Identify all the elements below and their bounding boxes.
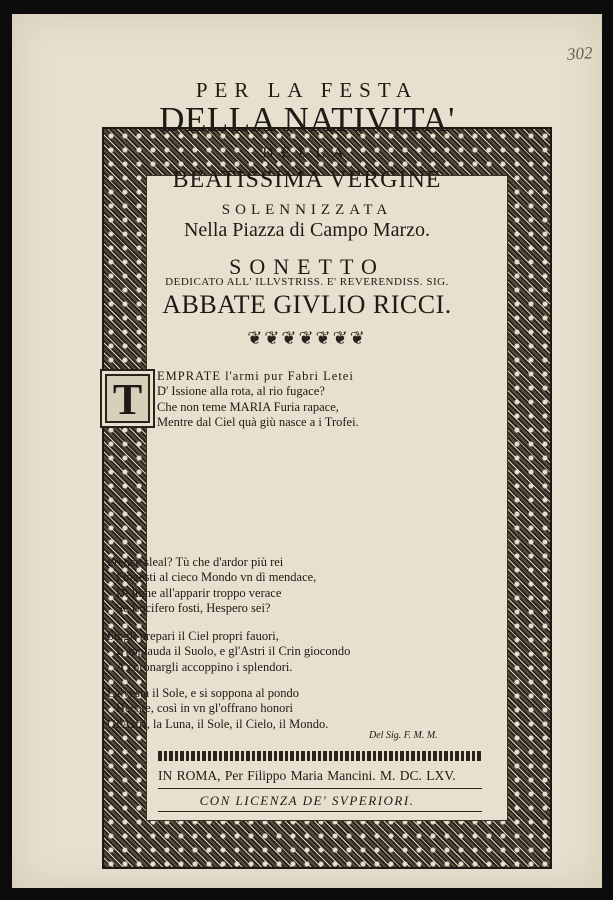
imprint-line: IN ROMA, Per Filippo Maria Mancini. M. DC. LXV. [158,768,456,783]
verse-line: Se Lucifero fosti, Hespero sei? [116,600,271,615]
author-signature: Del Sig. F. M. M. [369,730,438,741]
title-line-1: PER LA FESTA [195,78,419,102]
stanza-2 [107,555,316,616]
verse-line: Prence sleal? Tù che d'ardor più rei [107,555,284,569]
divider-rule [158,811,482,812]
verse-line: Hecate, così in vn gl'offrano honori [116,701,293,716]
sonetto-heading: SONETTO [229,254,385,279]
verse-line: Che non teme MARIA Furia rapace, [157,399,339,414]
title-line-2: DELLA NATIVITA' [159,100,455,139]
verse-line: Mentre dal Ciel quà giù nasce a i Trofei. [157,414,359,429]
archive-number: 302 [565,43,593,64]
licenza-line: CON LICENZA DE' SVPERIORI. [199,793,415,808]
title-line-5: SOLENNIZZATA [221,202,393,218]
verse-line: D' Issione alla rota, al rio fugace? [157,384,325,399]
initial-letter: T [112,375,143,424]
ornament-rule [158,751,482,761]
verse-line: EMPRATE l'armi pur Fabri Letei [157,369,354,383]
title-line-4: BEATISSIMA VERGINE [172,167,442,193]
verse-line: A coronargli accoppino i splendori. [116,659,293,674]
divider-rule [158,788,482,789]
verse-line: Di lume all'apparir troppo verace [116,585,282,600]
verse-line: L'applauda il Suolo, e gl'Astri il Crin giocondo [116,644,351,659]
dedication-line: DEDICATO ALL' ILLVSTRISS. E' REVERENDISS. SIG. [165,276,449,288]
verse-line: Sù gli prepari il Ciel propri fauori, [107,629,279,643]
verse-line: La vesta il Sole, e si soppona al pondo [107,686,299,700]
title-line-6: Nella Piazza di Campo Marzo. [183,219,431,241]
broadside-sheet [12,14,602,888]
title-line-3: DELLA [262,145,352,161]
stanza-1 [157,369,359,430]
dedicatee-name: ABBATE GIVLIO RICCI. [162,290,452,319]
decorated-initial [100,369,155,428]
stanza-3 [107,629,350,675]
verse-line: Gl'Astri, la Luna, il Sole, il Cielo, il Mondo. [107,716,329,731]
verse-line: Fingesti al cieco Mondo vn dì mendace, [116,570,317,585]
flourish-ornament: ❦❦❦❦❦❦❦ [247,328,367,348]
stanza-4 [107,686,328,732]
